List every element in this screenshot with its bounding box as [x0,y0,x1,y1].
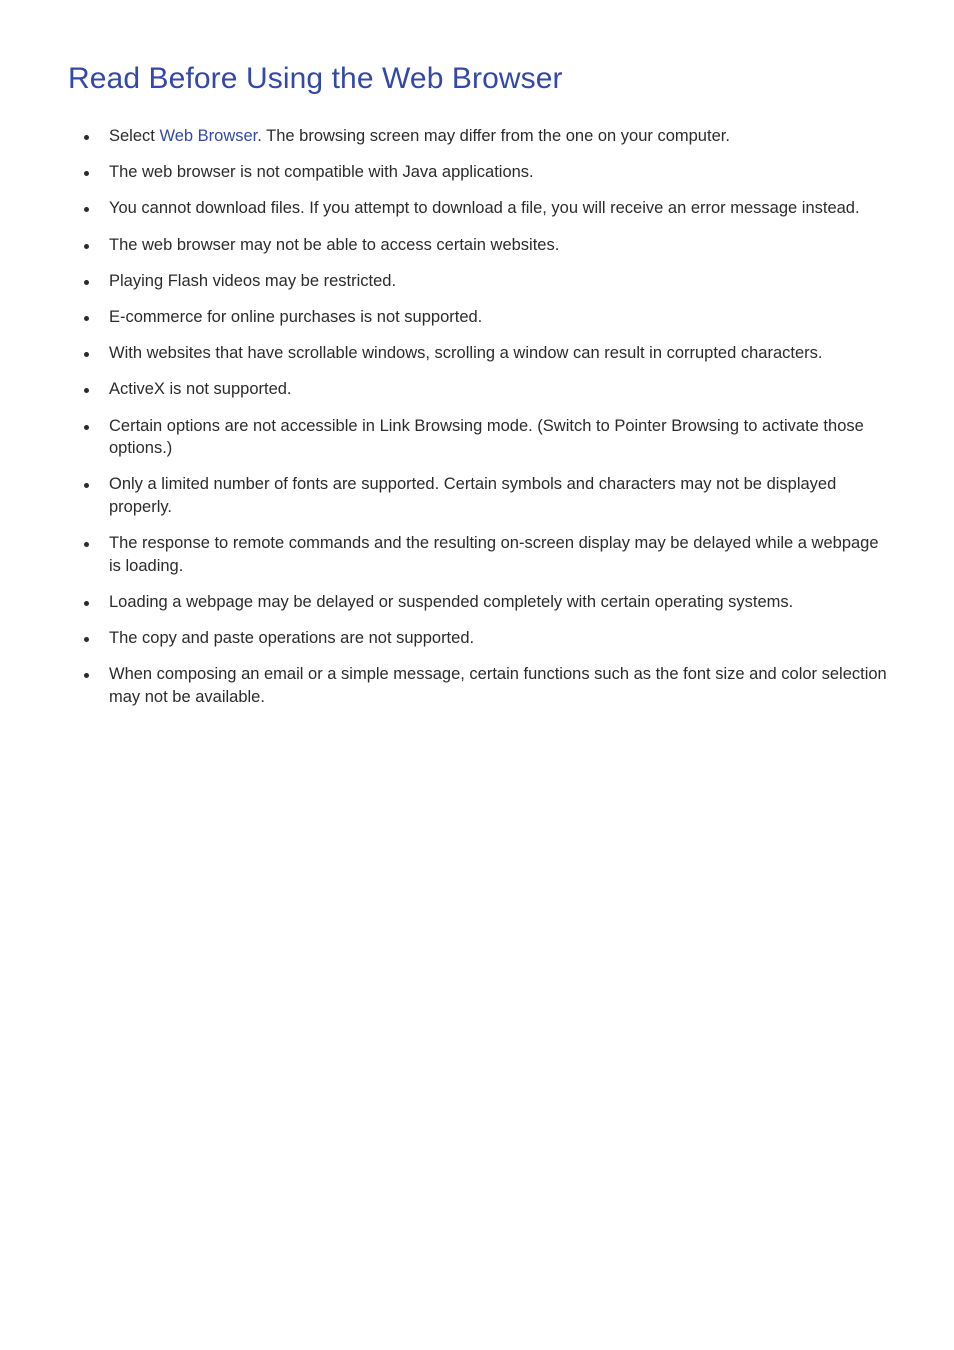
item-text: ActiveX is not supported. [109,380,292,399]
list-item [0,415,954,460]
item-text: The response to remote commands and the resulting on-screen display may be delayed while a webpage is loading. [109,534,879,575]
list-item [0,306,954,329]
item-text: Certain options are not accessible in Link Browsing mode. (Switch to Pointer Browsing to activate those options.) [109,416,864,458]
list-item [0,591,954,614]
notes-list [0,125,954,722]
item-text: Playing Flash videos may be restricted. [109,271,397,290]
item-text: You cannot download files. If you attempt to download a file, you will receive an error message instead. [109,199,860,218]
list-item [0,532,954,577]
list-item [0,378,954,401]
item-text: When composing an email or a simple message, certain functions such as the font size and color selection may not be available. [109,665,887,706]
bullet-icon [84,135,89,140]
list-item [0,270,954,293]
item-text: The copy and paste operations are not supported. [109,629,475,648]
bullet-icon [84,280,89,285]
list-item [0,473,954,518]
bullet-icon [84,207,89,212]
list-item [0,627,954,650]
bullet-icon [84,483,89,488]
bullet-icon [84,244,89,249]
list-item [0,342,954,365]
list-item [0,125,954,148]
item-text: Only a limited number of fonts are supported. Certain symbols and characters may not be displayed properly. [109,475,837,516]
item-text: E-commerce for online purchases is not supported. [109,307,483,326]
web-browser-reference: Web Browser [159,127,258,145]
list-item [0,161,954,184]
bullet-icon [84,425,89,430]
item-text: The web browser is not compatible with Java applications. [109,163,534,182]
bullet-icon [84,601,89,606]
page-title: Read Before Using the Web Browser [68,62,563,95]
bullet-icon [84,388,89,393]
bullet-icon [84,542,89,547]
bullet-icon [84,171,89,176]
item-text: Loading a webpage may be delayed or suspended completely with certain operating systems. [109,592,794,611]
bullet-icon [84,673,89,678]
list-item [0,197,954,220]
item-text-suffix: . The browsing screen may differ from the one on your computer. [257,127,730,145]
bullet-icon [84,352,89,357]
item-text-prefix: Select [109,127,160,145]
list-item [0,234,954,257]
item-text: The web browser may not be able to access certain websites. [109,235,560,254]
bullet-icon [84,316,89,321]
list-item [0,663,954,708]
item-text: With websites that have scrollable windows, scrolling a window can result in corrupted characters. [109,344,823,363]
bullet-icon [84,637,89,642]
